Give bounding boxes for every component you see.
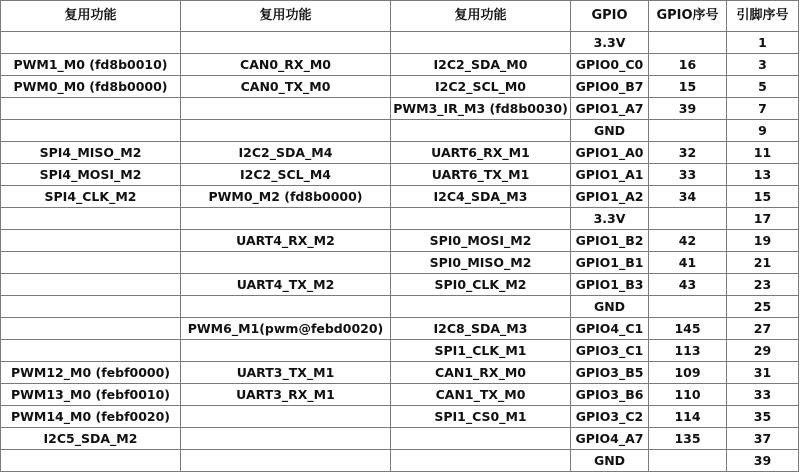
cell-alt-function-1: SPI4_MISO_M2 — [1, 142, 181, 164]
cell-gpio-name: 3.3V — [571, 208, 649, 230]
cell-alt-function-2: UART3_RX_M1 — [181, 384, 391, 406]
cell-alt-function-2 — [181, 32, 391, 54]
cell-alt-function-2: CAN0_TX_M0 — [181, 76, 391, 98]
cell-alt-function-2 — [181, 296, 391, 318]
cell-pin-number: 13 — [727, 164, 799, 186]
cell-gpio-number — [649, 32, 727, 54]
cell-alt-function-2: UART4_RX_M2 — [181, 230, 391, 252]
cell-alt-function-2 — [181, 450, 391, 472]
cell-alt-function-2: CAN0_RX_M0 — [181, 54, 391, 76]
cell-alt-function-2 — [181, 428, 391, 450]
cell-alt-function-2 — [181, 252, 391, 274]
cell-alt-function-1: PWM13_M0 (febf0010) — [1, 384, 181, 406]
table-row — [1, 32, 799, 54]
cell-gpio-number: 135 — [649, 428, 727, 450]
table-row — [1, 406, 799, 428]
cell-alt-function-3: SPI0_MOSI_M2 — [391, 230, 571, 252]
cell-alt-function-1 — [1, 296, 181, 318]
cell-gpio-name: GPIO3_B5 — [571, 362, 649, 384]
header-alt-function-3: 复用功能 — [391, 1, 571, 32]
cell-pin-number: 17 — [727, 208, 799, 230]
header-gpio: GPIO — [571, 1, 649, 32]
table-row — [1, 76, 799, 98]
cell-pin-number: 37 — [727, 428, 799, 450]
table-row — [1, 98, 799, 120]
cell-pin-number: 25 — [727, 296, 799, 318]
cell-alt-function-2 — [181, 208, 391, 230]
cell-alt-function-3: SPI1_CLK_M1 — [391, 340, 571, 362]
cell-alt-function-3: SPI0_CLK_M2 — [391, 274, 571, 296]
cell-alt-function-3: CAN1_RX_M0 — [391, 362, 571, 384]
table-row — [1, 208, 799, 230]
cell-gpio-name: GPIO1_A7 — [571, 98, 649, 120]
table-row — [1, 450, 799, 472]
cell-pin-number: 39 — [727, 450, 799, 472]
cell-pin-number: 3 — [727, 54, 799, 76]
header-pin-number: 引脚序号 — [727, 1, 799, 32]
table-row — [1, 164, 799, 186]
cell-gpio-number: 34 — [649, 186, 727, 208]
cell-alt-function-2 — [181, 406, 391, 428]
cell-pin-number: 35 — [727, 406, 799, 428]
cell-gpio-name: GND — [571, 120, 649, 142]
cell-alt-function-1: SPI4_CLK_M2 — [1, 186, 181, 208]
cell-gpio-name: GND — [571, 450, 649, 472]
cell-alt-function-1: PWM14_M0 (febf0020) — [1, 406, 181, 428]
cell-pin-number: 1 — [727, 32, 799, 54]
cell-gpio-number: 42 — [649, 230, 727, 252]
cell-gpio-name: GPIO4_A7 — [571, 428, 649, 450]
table-row — [1, 384, 799, 406]
cell-alt-function-2: UART3_TX_M1 — [181, 362, 391, 384]
cell-gpio-number: 39 — [649, 98, 727, 120]
cell-gpio-number — [649, 450, 727, 472]
cell-alt-function-2: PWM6_M1(pwm@febd0020) — [181, 318, 391, 340]
header-alt-function-2: 复用功能 — [181, 1, 391, 32]
cell-pin-number: 9 — [727, 120, 799, 142]
cell-gpio-number: 145 — [649, 318, 727, 340]
cell-alt-function-1 — [1, 450, 181, 472]
table-row — [1, 230, 799, 252]
table-row — [1, 428, 799, 450]
cell-gpio-number: 110 — [649, 384, 727, 406]
table-row — [1, 362, 799, 384]
cell-alt-function-1: I2C5_SDA_M2 — [1, 428, 181, 450]
cell-alt-function-3: PWM3_IR_M3 (fd8b0030) — [391, 98, 571, 120]
cell-alt-function-3: I2C8_SDA_M3 — [391, 318, 571, 340]
cell-alt-function-3 — [391, 208, 571, 230]
cell-gpio-name: GPIO1_B2 — [571, 230, 649, 252]
cell-alt-function-3: I2C2_SCL_M0 — [391, 76, 571, 98]
cell-pin-number: 15 — [727, 186, 799, 208]
cell-gpio-number: 43 — [649, 274, 727, 296]
cell-alt-function-1: PWM12_M0 (febf0000) — [1, 362, 181, 384]
cell-gpio-number: 114 — [649, 406, 727, 428]
cell-gpio-name: GPIO1_B1 — [571, 252, 649, 274]
cell-alt-function-3 — [391, 296, 571, 318]
cell-gpio-number: 109 — [649, 362, 727, 384]
table-row — [1, 54, 799, 76]
cell-alt-function-3: UART6_RX_M1 — [391, 142, 571, 164]
header-row — [1, 1, 799, 32]
table-row — [1, 340, 799, 362]
table-row — [1, 142, 799, 164]
cell-gpio-name: GPIO1_A1 — [571, 164, 649, 186]
cell-alt-function-2: I2C2_SCL_M4 — [181, 164, 391, 186]
cell-gpio-name: GPIO4_C1 — [571, 318, 649, 340]
cell-alt-function-1 — [1, 274, 181, 296]
cell-gpio-name: GPIO0_B7 — [571, 76, 649, 98]
cell-gpio-number: 32 — [649, 142, 727, 164]
cell-alt-function-1 — [1, 120, 181, 142]
cell-alt-function-1: PWM0_M0 (fd8b0000) — [1, 76, 181, 98]
cell-pin-number: 29 — [727, 340, 799, 362]
cell-alt-function-2 — [181, 98, 391, 120]
cell-alt-function-1 — [1, 98, 181, 120]
cell-alt-function-2 — [181, 340, 391, 362]
cell-pin-number: 7 — [727, 98, 799, 120]
cell-alt-function-3: CAN1_TX_M0 — [391, 384, 571, 406]
cell-gpio-number — [649, 208, 727, 230]
cell-gpio-number — [649, 120, 727, 142]
cell-pin-number: 11 — [727, 142, 799, 164]
table-row — [1, 318, 799, 340]
cell-gpio-number: 33 — [649, 164, 727, 186]
cell-gpio-name: GPIO3_C2 — [571, 406, 649, 428]
cell-gpio-name: GPIO3_C1 — [571, 340, 649, 362]
cell-gpio-name: GND — [571, 296, 649, 318]
cell-gpio-name: 3.3V — [571, 32, 649, 54]
cell-alt-function-2: UART4_TX_M2 — [181, 274, 391, 296]
cell-gpio-name: GPIO1_A2 — [571, 186, 649, 208]
table-body — [1, 32, 799, 472]
cell-alt-function-3: I2C2_SDA_M0 — [391, 54, 571, 76]
cell-alt-function-1 — [1, 340, 181, 362]
cell-alt-function-3: SPI0_MISO_M2 — [391, 252, 571, 274]
cell-alt-function-2: I2C2_SDA_M4 — [181, 142, 391, 164]
cell-gpio-number: 41 — [649, 252, 727, 274]
cell-alt-function-1 — [1, 32, 181, 54]
cell-gpio-number: 15 — [649, 76, 727, 98]
cell-gpio-name: GPIO1_A0 — [571, 142, 649, 164]
cell-alt-function-3 — [391, 450, 571, 472]
cell-gpio-name: GPIO1_B3 — [571, 274, 649, 296]
cell-gpio-number — [649, 296, 727, 318]
header-alt-function-1: 复用功能 — [1, 1, 181, 32]
cell-alt-function-1 — [1, 230, 181, 252]
cell-alt-function-3: SPI1_CS0_M1 — [391, 406, 571, 428]
cell-pin-number: 19 — [727, 230, 799, 252]
cell-gpio-number: 16 — [649, 54, 727, 76]
cell-alt-function-3 — [391, 428, 571, 450]
cell-pin-number: 33 — [727, 384, 799, 406]
cell-pin-number: 31 — [727, 362, 799, 384]
table-row — [1, 274, 799, 296]
table-row — [1, 120, 799, 142]
table-row — [1, 186, 799, 208]
cell-alt-function-1: PWM1_M0 (fd8b0010) — [1, 54, 181, 76]
cell-alt-function-1 — [1, 208, 181, 230]
cell-alt-function-3 — [391, 32, 571, 54]
cell-gpio-name: GPIO0_C0 — [571, 54, 649, 76]
cell-alt-function-2 — [181, 120, 391, 142]
cell-alt-function-1 — [1, 252, 181, 274]
cell-pin-number: 27 — [727, 318, 799, 340]
table-header — [1, 1, 799, 32]
cell-pin-number: 5 — [727, 76, 799, 98]
table-row — [1, 252, 799, 274]
cell-alt-function-3: UART6_TX_M1 — [391, 164, 571, 186]
cell-pin-number: 23 — [727, 274, 799, 296]
cell-gpio-name: GPIO3_B6 — [571, 384, 649, 406]
cell-alt-function-1: SPI4_MOSI_M2 — [1, 164, 181, 186]
cell-alt-function-3: I2C4_SDA_M3 — [391, 186, 571, 208]
cell-gpio-number: 113 — [649, 340, 727, 362]
cell-pin-number: 21 — [727, 252, 799, 274]
cell-alt-function-3 — [391, 120, 571, 142]
cell-alt-function-2: PWM0_M2 (fd8b0000) — [181, 186, 391, 208]
cell-alt-function-1 — [1, 318, 181, 340]
table-row — [1, 296, 799, 318]
header-gpio-number: GPIO序号 — [649, 1, 727, 32]
